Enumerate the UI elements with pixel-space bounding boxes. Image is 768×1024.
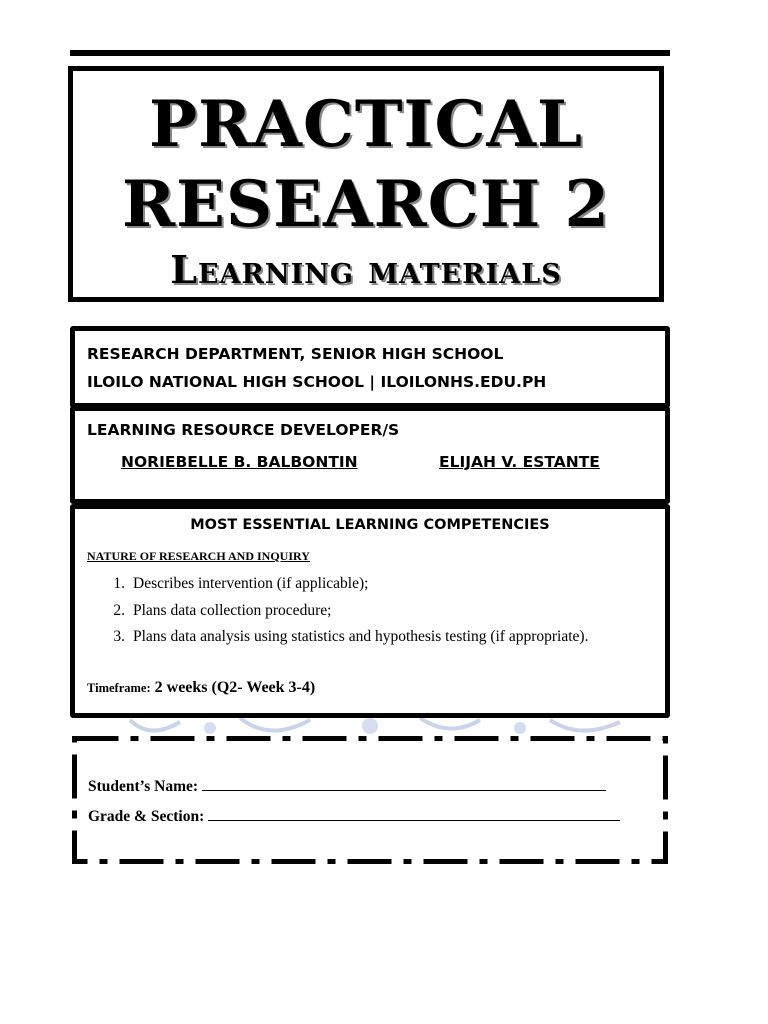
student-name-label: Student’s Name: xyxy=(88,778,199,795)
timeframe-label: Timeframe: xyxy=(87,681,151,695)
competency-item xyxy=(87,575,588,602)
title-line-3: Learning materials xyxy=(170,247,562,292)
title-line-1: PRACTICAL xyxy=(148,87,584,162)
competencies-heading: MOST ESSENTIAL LEARNING COMPETENCIES xyxy=(190,517,550,533)
developers-heading: LEARNING RESOURCE DEVELOPER/S xyxy=(87,421,400,439)
competency-number: 2. xyxy=(113,601,125,619)
department-line-2: ILOILO NATIONAL HIGH SCHOOL | ILOILONHS.EDU.PH xyxy=(87,373,547,391)
title-box xyxy=(68,66,664,302)
competencies-subheading: NATURE OF RESEARCH AND INQUIRY xyxy=(87,549,310,563)
grade-section-label: Grade & Section: xyxy=(88,808,205,825)
grade-section-field[interactable] xyxy=(88,806,620,826)
student-name-line[interactable] xyxy=(202,776,606,791)
competency-text: Plans data collection procedure; xyxy=(133,601,332,619)
timeframe-value: 2 weeks (Q2- Week 3-4) xyxy=(154,679,316,696)
competency-text: Describes intervention (if applicable); xyxy=(133,575,369,592)
student-name-field[interactable] xyxy=(88,776,606,796)
developer-name: ELIJAH V. ESTANTE xyxy=(439,453,600,471)
dashed-border xyxy=(72,736,668,864)
competency-item xyxy=(87,602,588,629)
title-line-2: RESEARCH 2 xyxy=(121,167,611,242)
timeframe xyxy=(87,679,315,697)
developer-name: NORIEBELLE B. BALBONTIN xyxy=(121,453,358,471)
student-info-box xyxy=(72,736,668,864)
department-line-1: RESEARCH DEPARTMENT, SENIOR HIGH SCHOOL xyxy=(87,345,504,363)
competency-item xyxy=(87,628,588,655)
competency-number: 3. xyxy=(113,628,125,645)
competency-number: 1. xyxy=(113,575,125,592)
competencies-list xyxy=(87,575,588,655)
grade-section-line[interactable] xyxy=(208,806,620,821)
developers-box xyxy=(70,406,670,504)
competency-text: Plans data analysis using statistics and hypothesis testing (if appropriate). xyxy=(133,628,589,645)
top-rule xyxy=(70,50,670,56)
department-box xyxy=(70,326,670,408)
competencies-box xyxy=(70,504,670,718)
